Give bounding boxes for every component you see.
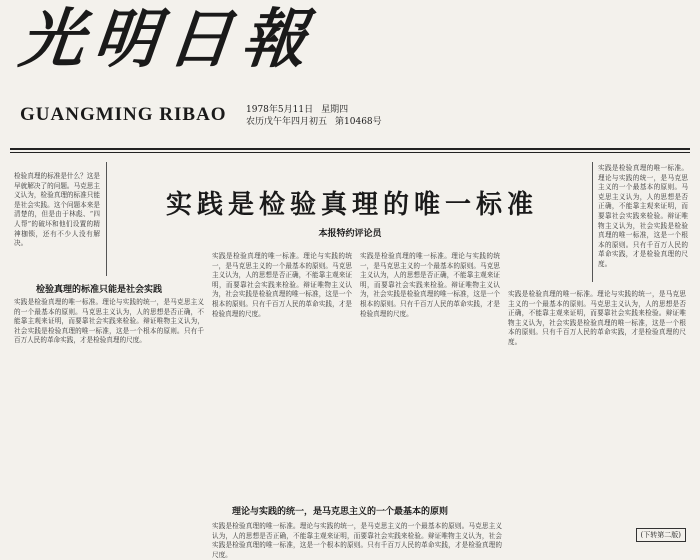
section-heading: 检验真理的标准只能是社会实践 bbox=[36, 285, 163, 295]
issue-info bbox=[246, 104, 382, 128]
masthead-rule-thin bbox=[10, 152, 690, 153]
article-byline: 本报特约评论员 bbox=[318, 229, 382, 239]
right-column-text: 实践是检验真理的唯一标准。理论与实践的统一，是马克思主义的一个最基本的原则。马克思主义认为，人的思想是否正确，不能靠主观来证明，而要靠社会实践来检验。辩证唯物主义认为，社会实践是检验真理的唯一标准，这是一个根本的原则。只有千百万人民的革命实践，才是检验真理的尺度。 bbox=[598, 164, 688, 268]
masthead-pinyin: GUANGMING RIBAO bbox=[20, 104, 227, 125]
body-column-1: 实践是检验真理的唯一标准。理论与实践的统一，是马克思主义的一个最基本的原则。马克思主义认为，人的思想是否正确，不能靠主观来证明，而要靠社会实践来检验。辩证唯物主义认为，社会实践是检验真理的唯一标准，这是一个根本的原则。只有千百万人民的革命实践，才是检验真理的尺度。 bbox=[14, 298, 204, 345]
intro-column: 检验真理的标准是什么？这是早就解决了的问题。马克思主义认为，检验真理的标准只能是社会实践。这个问题本来是清楚的，但是由于林彪、“四人帮”的破坏和他们设置的精神枷锁，还有不少人没有解决。 bbox=[14, 172, 100, 248]
body-column-4: 实践是检验真理的唯一标准。理论与实践的统一，是马克思主义的一个最基本的原则。马克思主义认为，人的思想是否正确，不能靠主观来证明，而要靠社会实践来检验。辩证唯物主义认为，社会实践是检验真理的唯一标准，这是一个根本的原则。只有千百万人民的革命实践，才是检验真理的尺度。 bbox=[508, 290, 686, 346]
masthead-logo: 光明日報 bbox=[16, 2, 320, 77]
issue-date: 1978年5月11日 bbox=[246, 105, 314, 115]
issue-number: 第10468号 bbox=[335, 117, 382, 127]
issue-weekday: 星期四 bbox=[321, 105, 349, 115]
body-column-3: 实践是检验真理的唯一标准。理论与实践的统一，是马克思主义的一个最基本的原则。马克思主义认为，人的思想是否正确，不能靠主观来证明，而要靠社会实践来检验。辩证唯物主义认为，社会实践是检验真理的唯一标准，这是一个根本的原则。只有千百万人民的革命实践，才是检验真理的尺度。 bbox=[360, 252, 500, 318]
issue-lunar-date: 农历戊午年四月初五 bbox=[246, 117, 328, 127]
masthead-rule bbox=[10, 148, 690, 150]
article-headline: 实践是检验真理的唯一标准 bbox=[165, 190, 538, 220]
continuation-note: (下转第二版) bbox=[636, 528, 686, 542]
column-divider bbox=[106, 162, 107, 276]
body-column-bottom: 实践是检验真理的唯一标准。理论与实践的统一，是马克思主义的一个最基本的原则。马克思主义认为，人的思想是否正确，不能靠主观来证明，而要靠社会实践来检验。辩证唯物主义认为，社会实践是检验真理的唯一标准，这是一个根本的原则。只有千百万人民的革命实践，才是检验真理的尺度。 bbox=[212, 522, 502, 559]
column-divider-right bbox=[592, 162, 593, 282]
section-heading-2: 理论与实践的统一，是马克思主义的一个最基本的原则 bbox=[232, 507, 449, 517]
body-column-2: 实践是检验真理的唯一标准。理论与实践的统一，是马克思主义的一个最基本的原则。马克思主义认为，人的思想是否正确，不能靠主观来证明，而要靠社会实践来检验。辩证唯物主义认为，社会实践是检验真理的唯一标准，这是一个根本的原则。只有千百万人民的革命实践，才是检验真理的尺度。 bbox=[212, 252, 352, 318]
